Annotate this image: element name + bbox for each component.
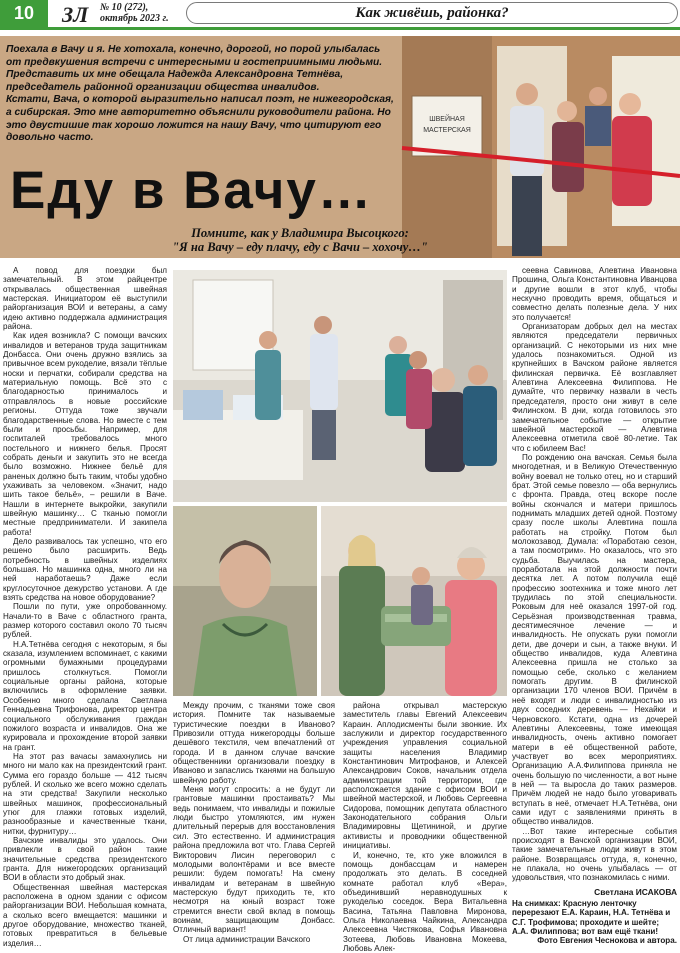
paragraph: По рождению она вачская. Семья была многодетная, и в Великую Отечественную войну воевал не только отец, но и старший брат. Этой семье повезло — оба вернулись с фронта. Правда, отец вскоре после войны скончался и матери пришлось поднимать младших детей одной. Поэтому сразу после школы Алевтина пошла работать на стройку. Потом был молокозавод. Думала: «Поработаю сезон, а там посмотрим». Но оказалось, что это судьба. Выучилась на мастера, проработала на этой должности почти десятка лет. А потом получила ещё профессию зоотехника и тоже много лет трудилась по этой специальности. Роковым для неё оказался 1997-ой год. Серьёзная производственная травма, десятимесячное лечение — и инвалидность. Не опускать руки помогли дети, две дочери и сын, а также внуки. И общество инвалидов, куда Алевтина Алексеевна пришла не столько за помощью себе, сколько с желанием помогать другим. В филинской организации 170 членов ВОИ. Причём в неё входят и люди с инвалидностью из двух соседних деревень — Нехайки и Черновского. Кстати, одна из дочерей Алевтины Алексеевны, тоже имеющая инвалидность, очень активно помогает матери в её общественной работе, участвует во всех мероприятиях. Организацию А.А.Филиппова приняла не очень большую по численности, а вот ныне в ней — та выросла до таких размеров. Причём людей не надо было уговаривать вступать в неё, отмечает Н.А.Тетнёва, они сами идут с заявлениями принять в общество инвалидов. [512, 453, 677, 827]
hero-photo-ribbon-cutting [402, 36, 680, 258]
newspaper-logo: ЗЛ [62, 2, 88, 28]
paragraph: И, конечно, те, кто уже вложился в помощь донбассцам и намерен продолжать это делать. В соседней комнате работал клуб «Вера», объединивший неравнодушных к рукоделью соседок. Вера Витальевна Васина, Татьяна Павловна Миронова, Ольга Николаевна Чайкина, Александра Алексеевна Чистякова, Софья Ивановна Зотеева, Любовь Ивановна Мокеева, Любовь Алек- [343, 851, 507, 953]
paragraph: От лица администрации Вачского [173, 935, 335, 944]
article-column-3 [343, 701, 507, 946]
issue-number: № 10 (272), [100, 2, 169, 13]
photo-sewing-workshop [173, 270, 507, 502]
paragraph: Меня могут спросить: а не будут ли грантовые машинки простаивать? Мы ведь понимаем, что инвалиды и пожилые люди быстро утомляются, им нужен длительный перерыв для восстановления сил. Это естественно. И администрация района предложила вот что. Глава Сергей Викторович Лисин переговорил с молодыми волонтёрами и все вместе решили: будем помогать! На смену инвалидам и ветеранам в швейную мастерскую будут приходить те, кто несмотря на юный возраст тоже стремится внести свой вклад в помощь воинам, защищающим Донбасс. Отличный вариант! [173, 785, 335, 935]
page-number: 10 [0, 0, 48, 27]
paragraph: Организаторам добрых дел на местах являются председатели первичных организаций. С некоторыми из них мне удалось познакомиться. Одной из крупнейших в Вачском районе является филинская первичка. Её возглавляет Алевтина Алексеевна Филиппова. Не думайте, что первичку назвали в честь председателя, просто они живут в селе Филинском. В дни, когда готовилось это замечательное событие — открытие швейной мастерской — Алевтина Алексеевна отметила своё 80-летие. Так что с юбилеем Вас! [512, 322, 677, 453]
header-rule [0, 27, 680, 30]
subtitle-line: Помните, как у Владимира Высоцкого: [90, 226, 510, 240]
rubric-box [186, 2, 678, 24]
paragraph: Пошли по пути, уже опробованному. Начали-то в Ваче с областного гранта, размер которого составил около 70 тысяч рублей. [3, 602, 167, 639]
paragraph: Как идея возникла? С помощи вачских инвалидов и ветеранов труда защитникам Донбасса. Они очень дружно взялись за привычное всем рукоделие, вязали тёплые носки и перчатки, собирали средства на материальную помощь. Всё это с благодарностью принималось и отправлялось в новые российские регионы. Оттуда тоже звучали благодарственные слова. Но вместе с тем были и просьбы. Например, для госпиталей требовалось много постельного и нижнего белья. Просят собрать деньги и закупить это не всегда было возможно. Нижнее бельё для раненых должно быть таким, чтобы удобно ухаживать за человеком. «Значит, надо шить такое бельё», – решили в Ваче. Нашли в интернете выкройки, закупили швейную машинку… С тканью помогли местные предприниматели. И закипела работа! [3, 331, 167, 537]
svg-text:МАСТЕРСКАЯ: МАСТЕРСКАЯ [423, 127, 471, 134]
article-column-2 [173, 701, 335, 946]
paragraph: Вачские инвалиды это удалось. Они привлекли в свой район такие значительные средства президентского гранта. Для нижегородских организаций ВОИ в области это добрый знак. [3, 836, 167, 883]
photo-portrait-filippova [173, 506, 317, 696]
photo-caption: На снимках: Красную ленточку перерезают Е.А. Караин, Н.А. Тетнёва и С.Г. Трофимова; проходите и шейте; А.А. Филиппова; вот вам ещё ткани! [512, 899, 677, 937]
paragraph: Дело развивалось так успешно, что его решено было расширить. Ведь потребность в швейных изделиях большая. Но машинка одна, много ли на ней наработаешь? Даже если круглосуточное дежурство установи. А где взять средства на новое оборудование? [3, 537, 167, 602]
issue-date: октябрь 2023 г. [100, 13, 169, 24]
paragraph: района открывал мастерскую заместитель главы Евгений Алексеевич Караин. Аплодисменты были звонкие. Их заслужили и директор государственного учреждения управления социальной защиты населения Владимир Константинович Митрофанов, и Алексей Александрович Соков, начальник отдела администрации той территории, где расположается здание с офисом ВОИ и швейной мастерской, и Любовь Сергеевна Сидорова, помощник депутата облaстного Законодательного собрания Ольги Владимировны Щетининой, и другие активисты и проводники общественной инициативы. [343, 701, 507, 851]
paragraph: Общественная швейная мастерская расположена в одном здании с офисом райорганизации ВОИ. Небольшая комната, а сколько всего вмещается: машинки и другое оборудование, множество тканей, готовых превратиться в бельевые изделия… [3, 883, 167, 948]
photo-credit: Фото Евгения Чеснокова и автора. [512, 936, 677, 945]
subtitle [90, 226, 510, 254]
lead-text [6, 44, 396, 145]
article-column-4 [512, 266, 677, 942]
paragraph: Н.А.Тетнёва сегодня с некоторым, я бы сказала, изумлением вспоминает, с какими огромными бумажными процедурами пришлось столкнуться. Помогли социальные органы района, которые включились в оформление заявки. Особенно много сделала Светлана Геннадьевна Трифонова, директор центра социального обслуживания граждан пожилого возраста и инвалидов. Она же курировала и прохождение второй заявки на грант. [3, 640, 167, 752]
article-column-1 [3, 266, 167, 946]
subtitle-quote: "Я на Вачу – еду плачу, еду с Вачи – хохочу…" [90, 240, 510, 254]
headline: Еду в Вачу… [10, 160, 373, 221]
paragraph: сеевна Савинова, Алевтина Ивановна Прошина, Ольга Константиновна Иванцова и другие вошли в этот клуб, чтобы нескучно проводить время, общаться и совместно делать полезные дела. У них это получается! [512, 266, 677, 322]
paragraph: …Вот такие интересные события происходят в Вачской организации ВОИ, такие замечательные люди живут в этом районе. Возвращаясь оттуда, я, конечно, не плакала, но очень улыбалась — от удовольствия, что познакомилась с ними. [512, 827, 677, 883]
photo-fabric-gift [321, 506, 507, 696]
paragraph: А повод для поездки был замечательный. В этом райцентре открывалась общественная швейная мастерская. Инициатором её выступили райорганизация ВОИ и ветераны, а саму идею активно поддержала администрация района. [3, 266, 167, 331]
author-signature: Светлана ИСАКОВА [512, 887, 677, 897]
rubric-title: Как живёшь, районка? [355, 5, 508, 22]
page-header [0, 0, 680, 30]
lead-paragraph: Кстати, Вача, о которой выразительно написал поэт, не нижегородская, а сибирская. Это мне авторитетно объяснили руководители района. Но это двустишие так хорошо ложится на нашу Вачу, что цитируют его довольно часто. [6, 94, 396, 144]
paragraph: На этот раз вачасы замахнулись ни много ни мало как на президентский грант. Сумма его гораздо больше — 412 тысяч рублей. И сколько же всего можно сделать на эти средства! Закупили несколько швейных машинок, профессиональный утюг для глажки готовых изделий, разнообразные и качественные ткани, нитки, фурнитуру… [3, 752, 167, 836]
issue-info [100, 2, 169, 24]
door-sign-text: ШВЕЙНАЯ [429, 114, 465, 123]
lead-paragraph: Поехала в Вачу и я. Не хотохала, конечно, дорогой, но порой улыбалась от предвкушения встречи с интересными и гостеприимными людьми. Представить их мне обещала Надежда Александровна Тетнёва, председатель районной организации общества инвалидов. [6, 44, 396, 94]
paragraph: Между прочим, с тканями тоже своя история. Помните так называемые туристические поездки в Иваново? Привозили оттуда нижегородцы больше дешёвого текстиля, чем впечатлений от города. И в данном случае вачские общественники организовали поездку в Иваново и запаслись тканями на большую швейную работу. [173, 701, 335, 785]
